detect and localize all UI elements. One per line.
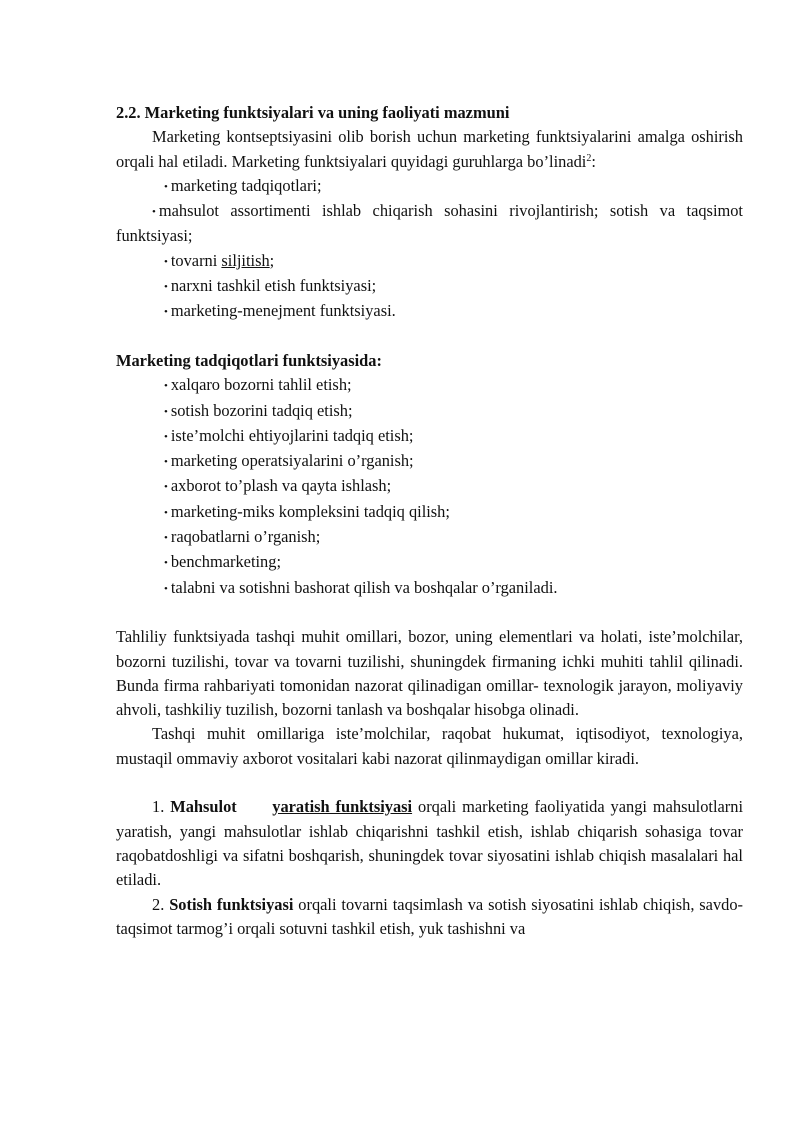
item-number: 1. (152, 797, 165, 817)
document-body (116, 101, 743, 941)
bold-term: Sotish funktsiyasi (169, 894, 294, 914)
list-item: • talabni va sotishni bashorat qilish va boshqalar o’rganiladi. (164, 577, 558, 597)
bold-underlined-term: yaratish funktsiyasi (272, 797, 413, 817)
bullet-icon: • (164, 532, 168, 545)
numbered-item-2 (116, 893, 743, 942)
numbered-item-1 (116, 795, 743, 892)
spacer (116, 601, 743, 625)
intro-text: Marketing kontseptsiyasini olib borish uchun marketing funktsiyalarini amalga oshirish orqali hal etiladi. Marketing funktsiyalari quyidagi guruhlarga bo’linadi (116, 127, 743, 171)
bullet-icon: • (164, 405, 168, 418)
bullet-icon: • (164, 255, 168, 268)
item-text: orqali marketing faoliyatida yangi mahsulotlarni yaratish, yangi mahsulotlar ishlab chiqarishni tashkil etish, ishlab chiqarish sohasiga tovar raqobatdoshligi va sifatni boshqarish, shuningdek tovar siyosatini ishlab chiqish masalalari hal etiladi. (116, 797, 744, 890)
list-item: • marketing-miks kompleksini tadqiq qilish; (164, 501, 450, 521)
bullet-icon: • (164, 557, 168, 570)
bullet-icon: • (164, 506, 168, 519)
list-item: • marketing-menejment funktsiyasi. (164, 301, 396, 321)
siljitish-link[interactable]: siljitish (221, 250, 270, 270)
item-number: 2. (152, 894, 165, 914)
research-heading: Marketing tadqiqotlari funktsiyasida: (116, 350, 382, 370)
spacer (116, 325, 743, 349)
bullet-icon: • (152, 206, 156, 219)
list-item: • marketing operatsiyalarini o’rganish; (164, 451, 414, 471)
list-item: • tovarni siljitish; (164, 250, 275, 270)
list-item: • benchmarketing; (164, 552, 281, 572)
list-item: • marketing tadqiqotlari; (164, 175, 322, 195)
bullet-icon: • (164, 430, 168, 443)
list-item: • xalqaro bozorni tahlil etish; (164, 375, 352, 395)
list-item: • narxni tashkil etish funktsiyasi; (164, 276, 377, 296)
functions-list (116, 174, 743, 325)
bullet-icon: • (164, 582, 168, 595)
list-item: • raqobatlarni o’rganish; (164, 527, 321, 547)
list-item: • mahsulot assortimenti ishlab chiqarish sohasini rivojlantirish; sotish va taqsimot funktsiyasi; (116, 201, 743, 246)
item-text: orqali tovarni taqsimlash va sotish siyosatini ishlab chiqish, savdo-taqsimot tarmog’i orqali sotuvni tashkil etish, yuk tashishni va (116, 894, 744, 938)
spacer (116, 771, 743, 795)
bullet-icon: • (164, 180, 168, 193)
footnote-ref[interactable]: 2 (586, 152, 592, 164)
list-item: • iste’molchi ehtiyojlarini tadqiq etish; (164, 425, 414, 445)
analysis-paragraph: Tahliliy funktsiyada tashqi muhit omillari, bozor, uning elementlari va holati, iste’molchilar, bozorni tuzilishi, tovar va tovarni tuzilishi, shuningdek firmaning ichki muhiti tahlil qilinadi. Bunda firma rahbariyati tomonidan nazorat qilinadigan omillar- texnologik jarayon, moliyaviy ahvoli, tashkiliy tuzilish, bozorni tanlash va boshqalar hisobga olinadi. (116, 627, 743, 720)
bullet-icon: • (164, 306, 168, 319)
list-item: • axborot to’plash va qayta ishlash; (164, 476, 392, 496)
research-list (116, 373, 743, 601)
bullet-icon: • (164, 481, 168, 494)
bold-term: Mahsulot (170, 797, 237, 817)
external-factors-paragraph: Tashqi muhit omillariga iste’molchilar, raqobat hukumat, iqtisodiyot, texnologiya, mustaqil ommaviy axborot vositalari kabi nazorat qilinmaydigan omillar kiradi. (116, 724, 743, 768)
section-title: 2.2. Marketing funktsiyalari va uning faoliyati mazmuni (116, 103, 510, 122)
intro-tail: : (591, 151, 596, 171)
list-item: • sotish bozorini tadqiq etish; (164, 400, 353, 420)
bullet-icon: • (164, 281, 168, 294)
bullet-icon: • (164, 456, 168, 469)
bullet-icon: • (164, 380, 168, 393)
intro-paragraph (116, 125, 743, 174)
